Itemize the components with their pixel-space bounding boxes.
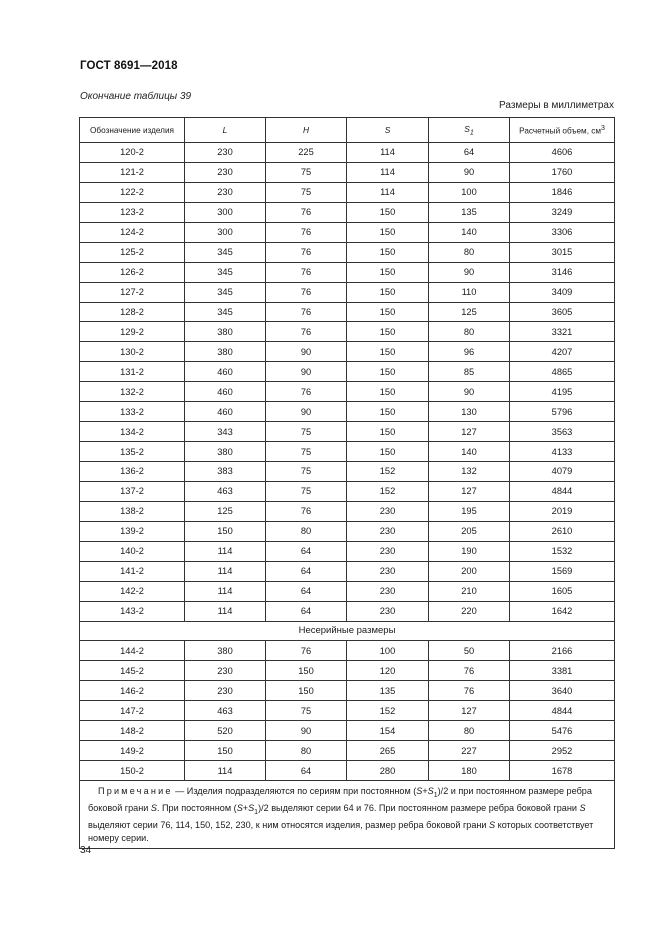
table-cell: 520 [185, 721, 266, 741]
table-row [80, 741, 615, 761]
table-cell: 4844 [510, 701, 615, 721]
table-cell: 137-2 [80, 481, 185, 501]
table-cell: 190 [429, 541, 510, 561]
table-row [80, 302, 615, 322]
note-text: S [236, 803, 243, 814]
table-cell: 150 [347, 442, 429, 462]
table-cell: 230 [347, 501, 429, 521]
table-cell: 230 [347, 541, 429, 561]
note-text: S [248, 803, 255, 814]
table-cell: 5476 [510, 721, 615, 741]
table-cell: 150 [347, 322, 429, 342]
table-row [80, 402, 615, 422]
table-cell: 80 [429, 721, 510, 741]
section-label: Несерийные размеры [80, 621, 615, 641]
table-cell: 139-2 [80, 521, 185, 541]
table-cell: 90 [266, 342, 347, 362]
table-cell: 150 [185, 521, 266, 541]
table-row [80, 541, 615, 561]
table-cell: 75 [266, 462, 347, 482]
table-cell: 4195 [510, 382, 615, 402]
table-cell: 141-2 [80, 561, 185, 581]
table-cell: 76 [266, 641, 347, 661]
note-text: — Изделия подразделяются по сериям при постоянном ( [172, 786, 417, 796]
table-cell: 80 [266, 521, 347, 541]
table-cell: 114 [347, 162, 429, 182]
table-cell: 135-2 [80, 442, 185, 462]
table-cell: 380 [185, 322, 266, 342]
table-cell: 149-2 [80, 741, 185, 761]
note-text: S [489, 820, 496, 831]
note-text: . При постоянном ( [156, 803, 237, 814]
table-cell: 230 [185, 162, 266, 182]
table-cell: 150 [266, 681, 347, 701]
table-row [80, 143, 615, 163]
table-row [80, 521, 615, 541]
page-number: 34 [80, 845, 92, 856]
table-cell: 125 [185, 501, 266, 521]
note-row [80, 781, 615, 849]
table-cell: 180 [429, 761, 510, 781]
table-cell: 2610 [510, 521, 615, 541]
table-cell: 50 [429, 641, 510, 661]
table-row [80, 581, 615, 601]
table-cell: 142-2 [80, 581, 185, 601]
table-cell: 5796 [510, 402, 615, 422]
table-cell: 132-2 [80, 382, 185, 402]
table-cell: 150 [347, 342, 429, 362]
table-cell: 127 [429, 422, 510, 442]
table-cell: 1569 [510, 561, 615, 581]
table-cell: 76 [266, 282, 347, 302]
note-text: + [422, 786, 428, 796]
table-cell: 4606 [510, 143, 615, 163]
table-cell: 280 [347, 761, 429, 781]
table-row [80, 442, 615, 462]
table-cell: 2019 [510, 501, 615, 521]
table-cell: 76 [266, 262, 347, 282]
table-row [80, 681, 615, 701]
table-cell: 76 [266, 222, 347, 242]
table-cell: 110 [429, 282, 510, 302]
table-cell: 135 [429, 202, 510, 222]
table-cell: 148-2 [80, 721, 185, 741]
table-cell: 3605 [510, 302, 615, 322]
table-cell: 132 [429, 462, 510, 482]
table-cell: 1846 [510, 182, 615, 202]
table-cell: 96 [429, 342, 510, 362]
table-cell: 150 [266, 661, 347, 681]
note-text: выделяют серии 76, 114, 150, 152, 230, к ним относятся изделия, размер ребра боковой грани [88, 820, 490, 831]
table-cell: 200 [429, 561, 510, 581]
table-cell: 75 [266, 182, 347, 202]
column-header-designation: Обозначение изделия [80, 118, 185, 143]
table-row [80, 222, 615, 242]
table-cell: 4865 [510, 362, 615, 382]
table-cell: 76 [266, 501, 347, 521]
table-cell: 2166 [510, 641, 615, 661]
table-row [80, 162, 615, 182]
table-row [80, 262, 615, 282]
table-cell: 1760 [510, 162, 615, 182]
table-cell: 90 [266, 402, 347, 422]
table-row [80, 322, 615, 342]
table-cell: 3306 [510, 222, 615, 242]
table-row [80, 481, 615, 501]
table-cell: 130-2 [80, 342, 185, 362]
table-cell: 230 [347, 521, 429, 541]
table-cell: 230 [185, 182, 266, 202]
table-cell: 147-2 [80, 701, 185, 721]
table-cell: 76 [266, 202, 347, 222]
table-cell: 76 [429, 661, 510, 681]
table-cell: 345 [185, 262, 266, 282]
table-cell: 230 [347, 561, 429, 581]
table-cell: 114 [347, 182, 429, 202]
table-cell: 76 [266, 382, 347, 402]
table-cell: 140 [429, 442, 510, 462]
note-text: )/2 выделяют серии 64 и 76. При постоянном размере ребра боковой грани [258, 803, 580, 814]
table-cell: 230 [347, 601, 429, 621]
column-header-volume: Расчетный объем, $см^3$ [510, 118, 615, 143]
note-text: S [150, 803, 157, 814]
table-cell: 136-2 [80, 462, 185, 482]
table-cell: 143-2 [80, 601, 185, 621]
table-cell: 133-2 [80, 402, 185, 422]
table-cell: 154 [347, 721, 429, 741]
table-cell: 75 [266, 162, 347, 182]
table-cell: 129-2 [80, 322, 185, 342]
table-cell: 125 [429, 302, 510, 322]
table-cell: 230 [347, 581, 429, 601]
table-cell: 4079 [510, 462, 615, 482]
table-row [80, 701, 615, 721]
table-cell: 3409 [510, 282, 615, 302]
table-cell: 64 [266, 761, 347, 781]
table-cell: 100 [429, 182, 510, 202]
table-cell: 1678 [510, 761, 615, 781]
table-cell: 2952 [510, 741, 615, 761]
table-cell: 120 [347, 661, 429, 681]
table-cell: 121-2 [80, 162, 185, 182]
table-cell: 140 [429, 222, 510, 242]
table-cell: 1532 [510, 541, 615, 561]
table-cell: 127-2 [80, 282, 185, 302]
table-cell: 80 [429, 322, 510, 342]
table-cell: 345 [185, 282, 266, 302]
table-cell: 460 [185, 362, 266, 382]
table-cell: 76 [266, 302, 347, 322]
table-cell: 220 [429, 601, 510, 621]
note-text: которых соответствует номеру серии. [88, 820, 594, 843]
note-text: S [416, 786, 423, 796]
table-cell: 230 [185, 661, 266, 681]
table-cell: 150 [347, 242, 429, 262]
table-cell: 126-2 [80, 262, 185, 282]
table-row [80, 242, 615, 262]
table-note [80, 781, 615, 849]
table-row [80, 202, 615, 222]
table-row [80, 362, 615, 382]
column-header-h: H [266, 118, 347, 143]
table-row [80, 182, 615, 202]
table-cell: 150 [347, 282, 429, 302]
table-cell: 195 [429, 501, 510, 521]
table-cell: 80 [429, 242, 510, 262]
table-cell: 145-2 [80, 661, 185, 681]
table-cell: 380 [185, 342, 266, 362]
document-title: ГОСТ 8691—2018 [80, 60, 178, 72]
table-cell: 460 [185, 382, 266, 402]
section-row [80, 621, 615, 641]
table-cell: 76 [266, 322, 347, 342]
table-cell: 3640 [510, 681, 615, 701]
table-cell: 85 [429, 362, 510, 382]
table-cell: 150 [347, 262, 429, 282]
table-cell: 383 [185, 462, 266, 482]
table-cell: 300 [185, 222, 266, 242]
table-cell: 64 [266, 541, 347, 561]
table-cell: 144-2 [80, 641, 185, 661]
table-cell: 90 [429, 162, 510, 182]
table-cell: 343 [185, 422, 266, 442]
table-cell: 230 [185, 143, 266, 163]
units-note: Размеры в миллиметрах [499, 100, 614, 111]
table-cell: 152 [347, 481, 429, 501]
column-header-s: S [347, 118, 429, 143]
table-cell: 265 [347, 741, 429, 761]
note-prefix: Примечание [98, 786, 173, 796]
table-cell: 90 [429, 382, 510, 402]
note-text: )/2 и при постоянном размере ребра боковой грани [88, 786, 592, 814]
table-cell: 76 [266, 242, 347, 262]
table-row [80, 342, 615, 362]
table-cell: 300 [185, 202, 266, 222]
table-cell: 463 [185, 701, 266, 721]
table-cell: 128-2 [80, 302, 185, 322]
table-cell: 125-2 [80, 242, 185, 262]
table-cell: 150 [347, 402, 429, 422]
table-cell: 463 [185, 481, 266, 501]
note-text: 1 [254, 809, 259, 817]
table-row [80, 462, 615, 482]
table-cell: 150-2 [80, 761, 185, 781]
dimensions-table [79, 117, 615, 849]
table-row [80, 422, 615, 442]
table-cell: 75 [266, 422, 347, 442]
table-cell: 90 [266, 362, 347, 382]
table-cell: 150 [347, 422, 429, 442]
table-cell: 150 [347, 222, 429, 242]
table-cell: 210 [429, 581, 510, 601]
table-cell: 146-2 [80, 681, 185, 701]
table-cell: 114 [185, 581, 266, 601]
table-cell: 80 [266, 741, 347, 761]
table-row [80, 382, 615, 402]
table-row [80, 282, 615, 302]
table-cell: 4207 [510, 342, 615, 362]
note-text: + [242, 803, 249, 814]
table-cell: 150 [347, 202, 429, 222]
table-cell: 4844 [510, 481, 615, 501]
table-row [80, 601, 615, 621]
table-cell: 227 [429, 741, 510, 761]
table-cell: 122-2 [80, 182, 185, 202]
table-cell: 140-2 [80, 541, 185, 561]
note-text: S [427, 786, 434, 796]
table-cell: 380 [185, 641, 266, 661]
table-cell: 127 [429, 481, 510, 501]
table-cell: 90 [429, 262, 510, 282]
table-cell: 380 [185, 442, 266, 462]
table-row [80, 641, 615, 661]
table-cell: 76 [429, 681, 510, 701]
table-cell: 114 [347, 143, 429, 163]
table-cell: 205 [429, 521, 510, 541]
table-cell: 345 [185, 242, 266, 262]
table-cell: 64 [266, 561, 347, 581]
table-cell: 75 [266, 481, 347, 501]
table-cell: 135 [347, 681, 429, 701]
table-cell: 114 [185, 561, 266, 581]
table-cell: 3321 [510, 322, 615, 342]
table-cell: 3563 [510, 422, 615, 442]
table-cell: 64 [266, 581, 347, 601]
table-cell: 64 [266, 601, 347, 621]
table-cell: 230 [185, 681, 266, 701]
note-text: 1 [433, 791, 438, 799]
table-row [80, 721, 615, 741]
table-cell: 127 [429, 701, 510, 721]
table-cell: 130 [429, 402, 510, 422]
table-cell: 3015 [510, 242, 615, 262]
table-cell: 150 [185, 741, 266, 761]
table-cell: 114 [185, 601, 266, 621]
table-cell: 460 [185, 402, 266, 422]
table-row [80, 561, 615, 581]
column-header-s1: $S_1$ [429, 118, 510, 143]
table-cell: 90 [266, 721, 347, 741]
table-cell: 3146 [510, 262, 615, 282]
table-cell: 123-2 [80, 202, 185, 222]
table-cell: 124-2 [80, 222, 185, 242]
table-cell: 4133 [510, 442, 615, 462]
table-row [80, 661, 615, 681]
table-cell: 152 [347, 462, 429, 482]
table-cell: 134-2 [80, 422, 185, 442]
table-cell: 75 [266, 442, 347, 462]
table-cell: 225 [266, 143, 347, 163]
table-cell: 64 [429, 143, 510, 163]
table-cell: 120-2 [80, 143, 185, 163]
table-cell: 150 [347, 382, 429, 402]
table-cell: 131-2 [80, 362, 185, 382]
note-text: S [579, 803, 586, 814]
table-cell: 138-2 [80, 501, 185, 521]
table-cell: 3381 [510, 661, 615, 681]
table-cell: 1642 [510, 601, 615, 621]
table-row [80, 761, 615, 781]
table-cell: 150 [347, 302, 429, 322]
table-cell: 345 [185, 302, 266, 322]
table-cell: 114 [185, 541, 266, 561]
table-caption: Окончание таблицы 39 [80, 91, 192, 102]
table-cell: 3249 [510, 202, 615, 222]
table-cell: 152 [347, 701, 429, 721]
table-header-row [80, 118, 615, 143]
table-row [80, 501, 615, 521]
table-cell: 75 [266, 701, 347, 721]
table-cell: 114 [185, 761, 266, 781]
table-body [80, 143, 615, 849]
table-cell: 1605 [510, 581, 615, 601]
table-cell: 150 [347, 362, 429, 382]
column-header-l: L [185, 118, 266, 143]
table-cell: 100 [347, 641, 429, 661]
